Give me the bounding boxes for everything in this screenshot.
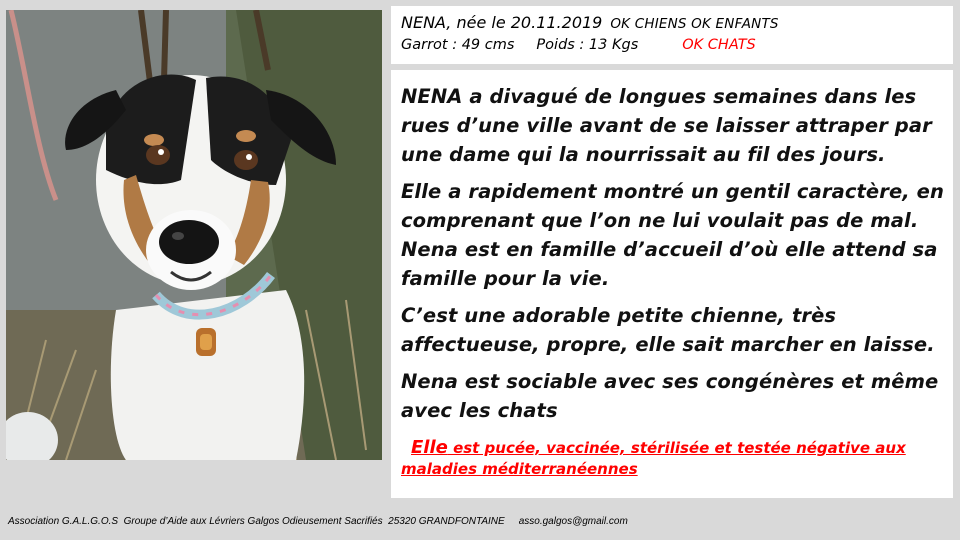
header-line-2 <box>401 35 953 55</box>
footer-email: asso.galgos@gmail.com <box>518 516 628 527</box>
health-note <box>401 437 945 480</box>
description-box <box>391 70 953 498</box>
compat-text: OK CHIENS OK ENFANTS <box>610 16 779 32</box>
paragraph-intro: NENA a divagué de longues semaines dans les rues d’une ville avant de se laisser attraper par une dame qui la nourrissait au fil des jours. <box>401 85 932 166</box>
paragraph-sociability: Nena est sociable avec ses congénères et même avec les chats <box>401 370 939 422</box>
withers-text: Garrot : 49 cms <box>401 37 515 53</box>
footer-association: Association G.A.L.G.O.S Groupe d’Aide aux Lévriers Galgos Odieusement Sacrifiés 25320 GRANDFONTAINE <box>8 516 505 527</box>
name-birth-text: NENA, née le 20.11.2019 <box>401 13 603 32</box>
health-note-text: est pucée, vaccinée, stérilisée et testée négative aux maladies méditerranéennes <box>401 439 906 478</box>
cats-badge: OK CHATS <box>682 37 756 53</box>
health-note-lead: Elle <box>411 437 448 458</box>
dog-photo-illustration <box>6 10 382 460</box>
header-info-box <box>391 6 953 64</box>
header-line-1 <box>401 12 953 35</box>
dog-photo <box>6 10 382 460</box>
paragraph-character: Elle a rapidement montré un gentil caractère, en comprenant que l’on ne lui voulait pas de mal. Nena est en famille d’accueil d’où elle attend sa famille pour la vie. <box>401 180 944 290</box>
weight-text: Poids : 13 Kgs <box>536 37 639 53</box>
footer <box>8 516 628 527</box>
paragraph-behavior: C’est une adorable petite chienne, très affectueuse, propre, elle sait marcher en laisse. <box>401 304 935 356</box>
